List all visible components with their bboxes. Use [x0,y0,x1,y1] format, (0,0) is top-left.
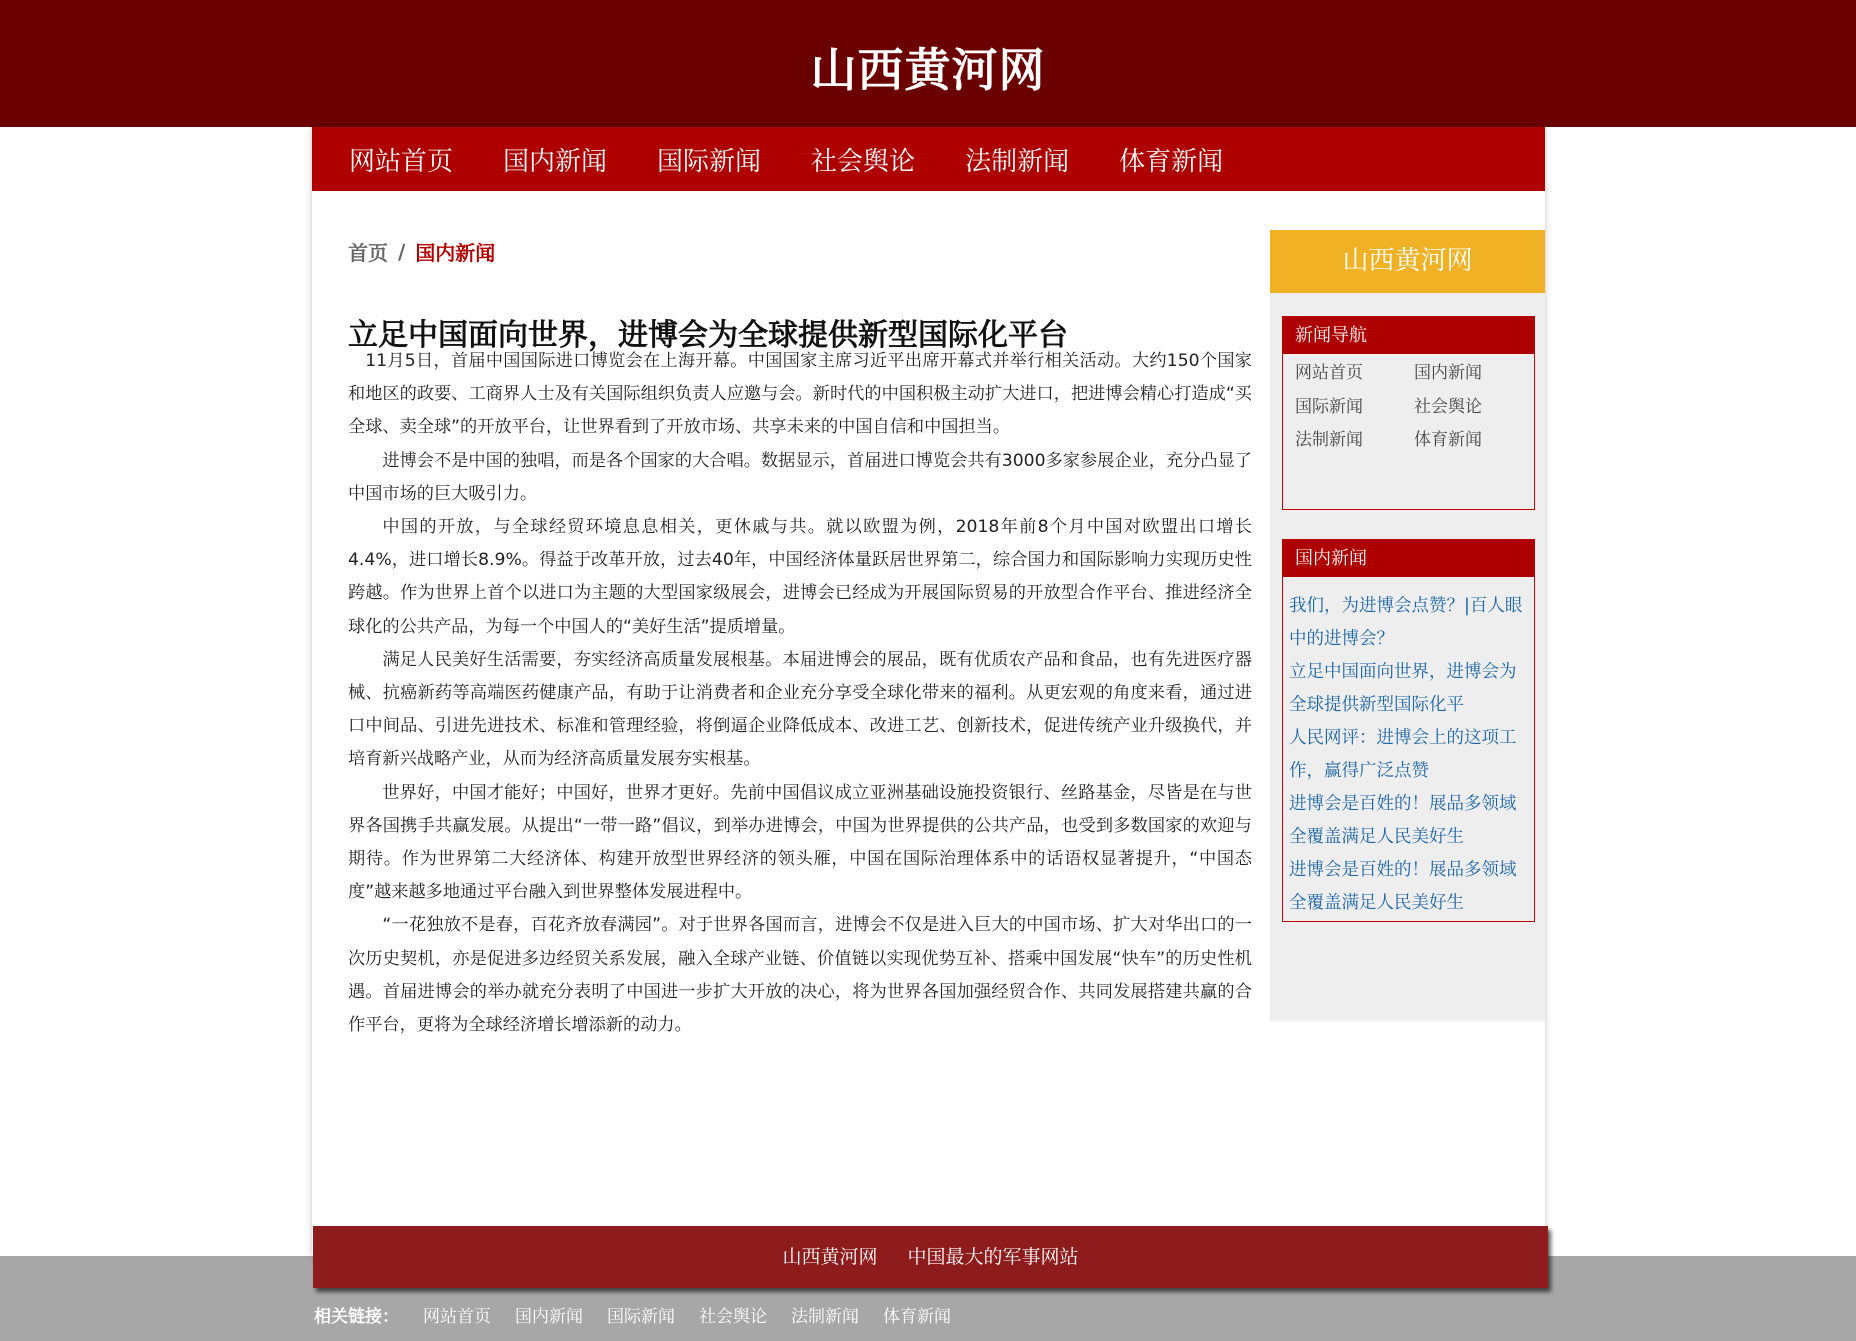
sidebar-nav-home[interactable]: 网站首页 [1295,363,1363,383]
article-title: 立足中国面向世界，进博会为全球提供新型国际化平台 [348,318,1068,353]
nav-item-sports[interactable]: 体育新闻 [1119,146,1224,177]
article-paragraph: 中国的开放，与全球经贸环境息息相关，更休戚与共。就以欧盟为例，2018年前8个月中国对欧盟出口增长4.4%，进口增长8.9%。得益于改革开放，过去40年，中国经济体量跃居世界第二，综合国力和国际影响力实现历史性跨越。作为世界上首个以进口为主题的大型国家级展会，进博会已经成为开展国际贸易的开放型合作平台、推进经济全球化的公共产品，为每一个中国人的“美好生活”提质增量。 [348,517,1252,637]
breadcrumb-separator: / [398,239,406,264]
article-paragraph: “一花独放不是春，百花齐放春满园”。对于世界各国而言，进博会不仅是进入巨大的中国市场、扩大对华出口的一次历史契机，亦是促进多边经贸关系发展，融入全球产业链、价值链以实现优势互补、搭乘中国发展“快车”的历史性机遇。首届进博会的举办就充分表明了中国进一步扩大开放的决心，将为世界各国加强经贸合作、共同发展搭建共赢的合作平台，更将为全球经济增长增添新的动力。 [348,915,1252,1036]
news-link[interactable]: 立足中国面向世界，进博会为全球提供新型国际化平 [1289,662,1517,715]
breadcrumb [348,237,495,266]
site-title: 山西黄河网 [810,43,1046,97]
sidebar-nav-opinion[interactable]: 社会舆论 [1414,396,1482,417]
article-paragraph: 世界好，中国才能好；中国好，世界才更好。先前中国倡议成立亚洲基础设施投资银行、丝路基金，尽皆是在与世界各国携手共赢发展。从提出“一带一路”倡议，到举办进博会，中国为世界提供的公共产品，也受到多数国家的欢迎与期待。作为世界第二大经济体、构建开放型世界经济的领头雁，中国在国际治理体系中的话语权显著提升，“中国态度”越来越多地通过平台融入到世界整体发展进程中。 [348,782,1252,903]
related-link-legal[interactable]: 法制新闻 [791,1307,859,1327]
related-links [314,1302,975,1327]
site-header [0,0,1856,127]
domestic-news-box [1282,539,1535,922]
main-nav [312,127,1545,191]
news-link[interactable]: 进博会是百姓的！展品多领域全覆盖满足人民美好生 [1289,794,1517,847]
related-link-home[interactable]: 网站首页 [423,1307,491,1327]
related-link-international[interactable]: 国际新闻 [607,1307,675,1327]
nav-item-legal[interactable]: 法制新闻 [965,146,1070,177]
news-nav-box [1282,316,1535,510]
footer-bar [313,1226,1548,1288]
footer-site-name: 山西黄河网 [782,1246,878,1268]
sidebar-nav-domestic[interactable]: 国内新闻 [1414,363,1482,383]
sidebar [1270,230,1545,1021]
related-link-opinion[interactable]: 社会舆论 [699,1307,767,1327]
related-link-sports[interactable]: 体育新闻 [883,1307,951,1327]
news-link[interactable]: 进博会是百姓的！展品多领域全覆盖满足人民美好生 [1289,860,1517,913]
news-nav-grid [1283,354,1534,458]
nav-item-home[interactable]: 网站首页 [349,146,454,177]
nav-item-international[interactable]: 国际新闻 [657,146,762,177]
footer-slogan: 中国最大的军事网站 [907,1246,1079,1268]
domestic-news-title: 国内新闻 [1283,540,1534,577]
news-link[interactable]: 我们，为进博会点赞？|百人眼中的进博会？ [1289,596,1523,649]
article-paragraph: 满足人民美好生活需要，夯实经济高质量发展根基。本届进博会的展品，既有优质农产品和食品，也有先进医疗器械、抗癌新药等高端医药健康产品，有助于让消费者和企业充分享受全球化带来的福利。从更宏观的角度来看，通过进口中间品、引进先进技术、标准和管理经验，将倒逼企业降低成本、改进工艺、创新技术，促进传统产业升级换代，并培育新兴战略产业，从而为经济高质量发展夯实根基。 [348,649,1252,770]
news-link[interactable]: 人民网评：进博会上的这项工作，赢得广泛点赞 [1289,728,1517,781]
sidebar-nav-international[interactable]: 国际新闻 [1295,396,1363,417]
article-paragraph: 11月5日，首届中国国际进口博览会在上海开幕。中国国家主席习近平出席开幕式并举行相关活动。大约150个国家和地区的政要、工商界人士及有关国际组织负责人应邀与会。新时代的中国积极主动扩大进口，把进博会精心打造成“买全球、卖全球”的开放平台，让世界看到了开放市场、共享未来的中国自信和中国担当。 [348,351,1252,438]
nav-item-domestic[interactable]: 国内新闻 [503,146,608,177]
sidebar-header: 山西黄河网 [1270,230,1545,293]
domestic-news-list [1283,577,1534,920]
related-link-domestic[interactable]: 国内新闻 [515,1307,583,1327]
article-paragraph: 进博会不是中国的独唱，而是各个国家的大合唱。数据显示，首届进口博览会共有3000多家参展企业，充分凸显了中国市场的巨大吸引力。 [348,450,1252,504]
breadcrumb-current-link[interactable]: 国内新闻 [415,241,496,265]
nav-item-opinion[interactable]: 社会舆论 [811,146,916,177]
news-nav-title: 新闻导航 [1283,317,1534,354]
sidebar-nav-legal[interactable]: 法制新闻 [1295,430,1363,450]
sidebar-nav-sports[interactable]: 体育新闻 [1414,430,1482,450]
main-container [312,127,1545,1256]
article-body [348,345,1252,1042]
breadcrumb-home-link[interactable]: 首页 [348,241,388,265]
related-links-label: 相关链接： [314,1307,399,1327]
